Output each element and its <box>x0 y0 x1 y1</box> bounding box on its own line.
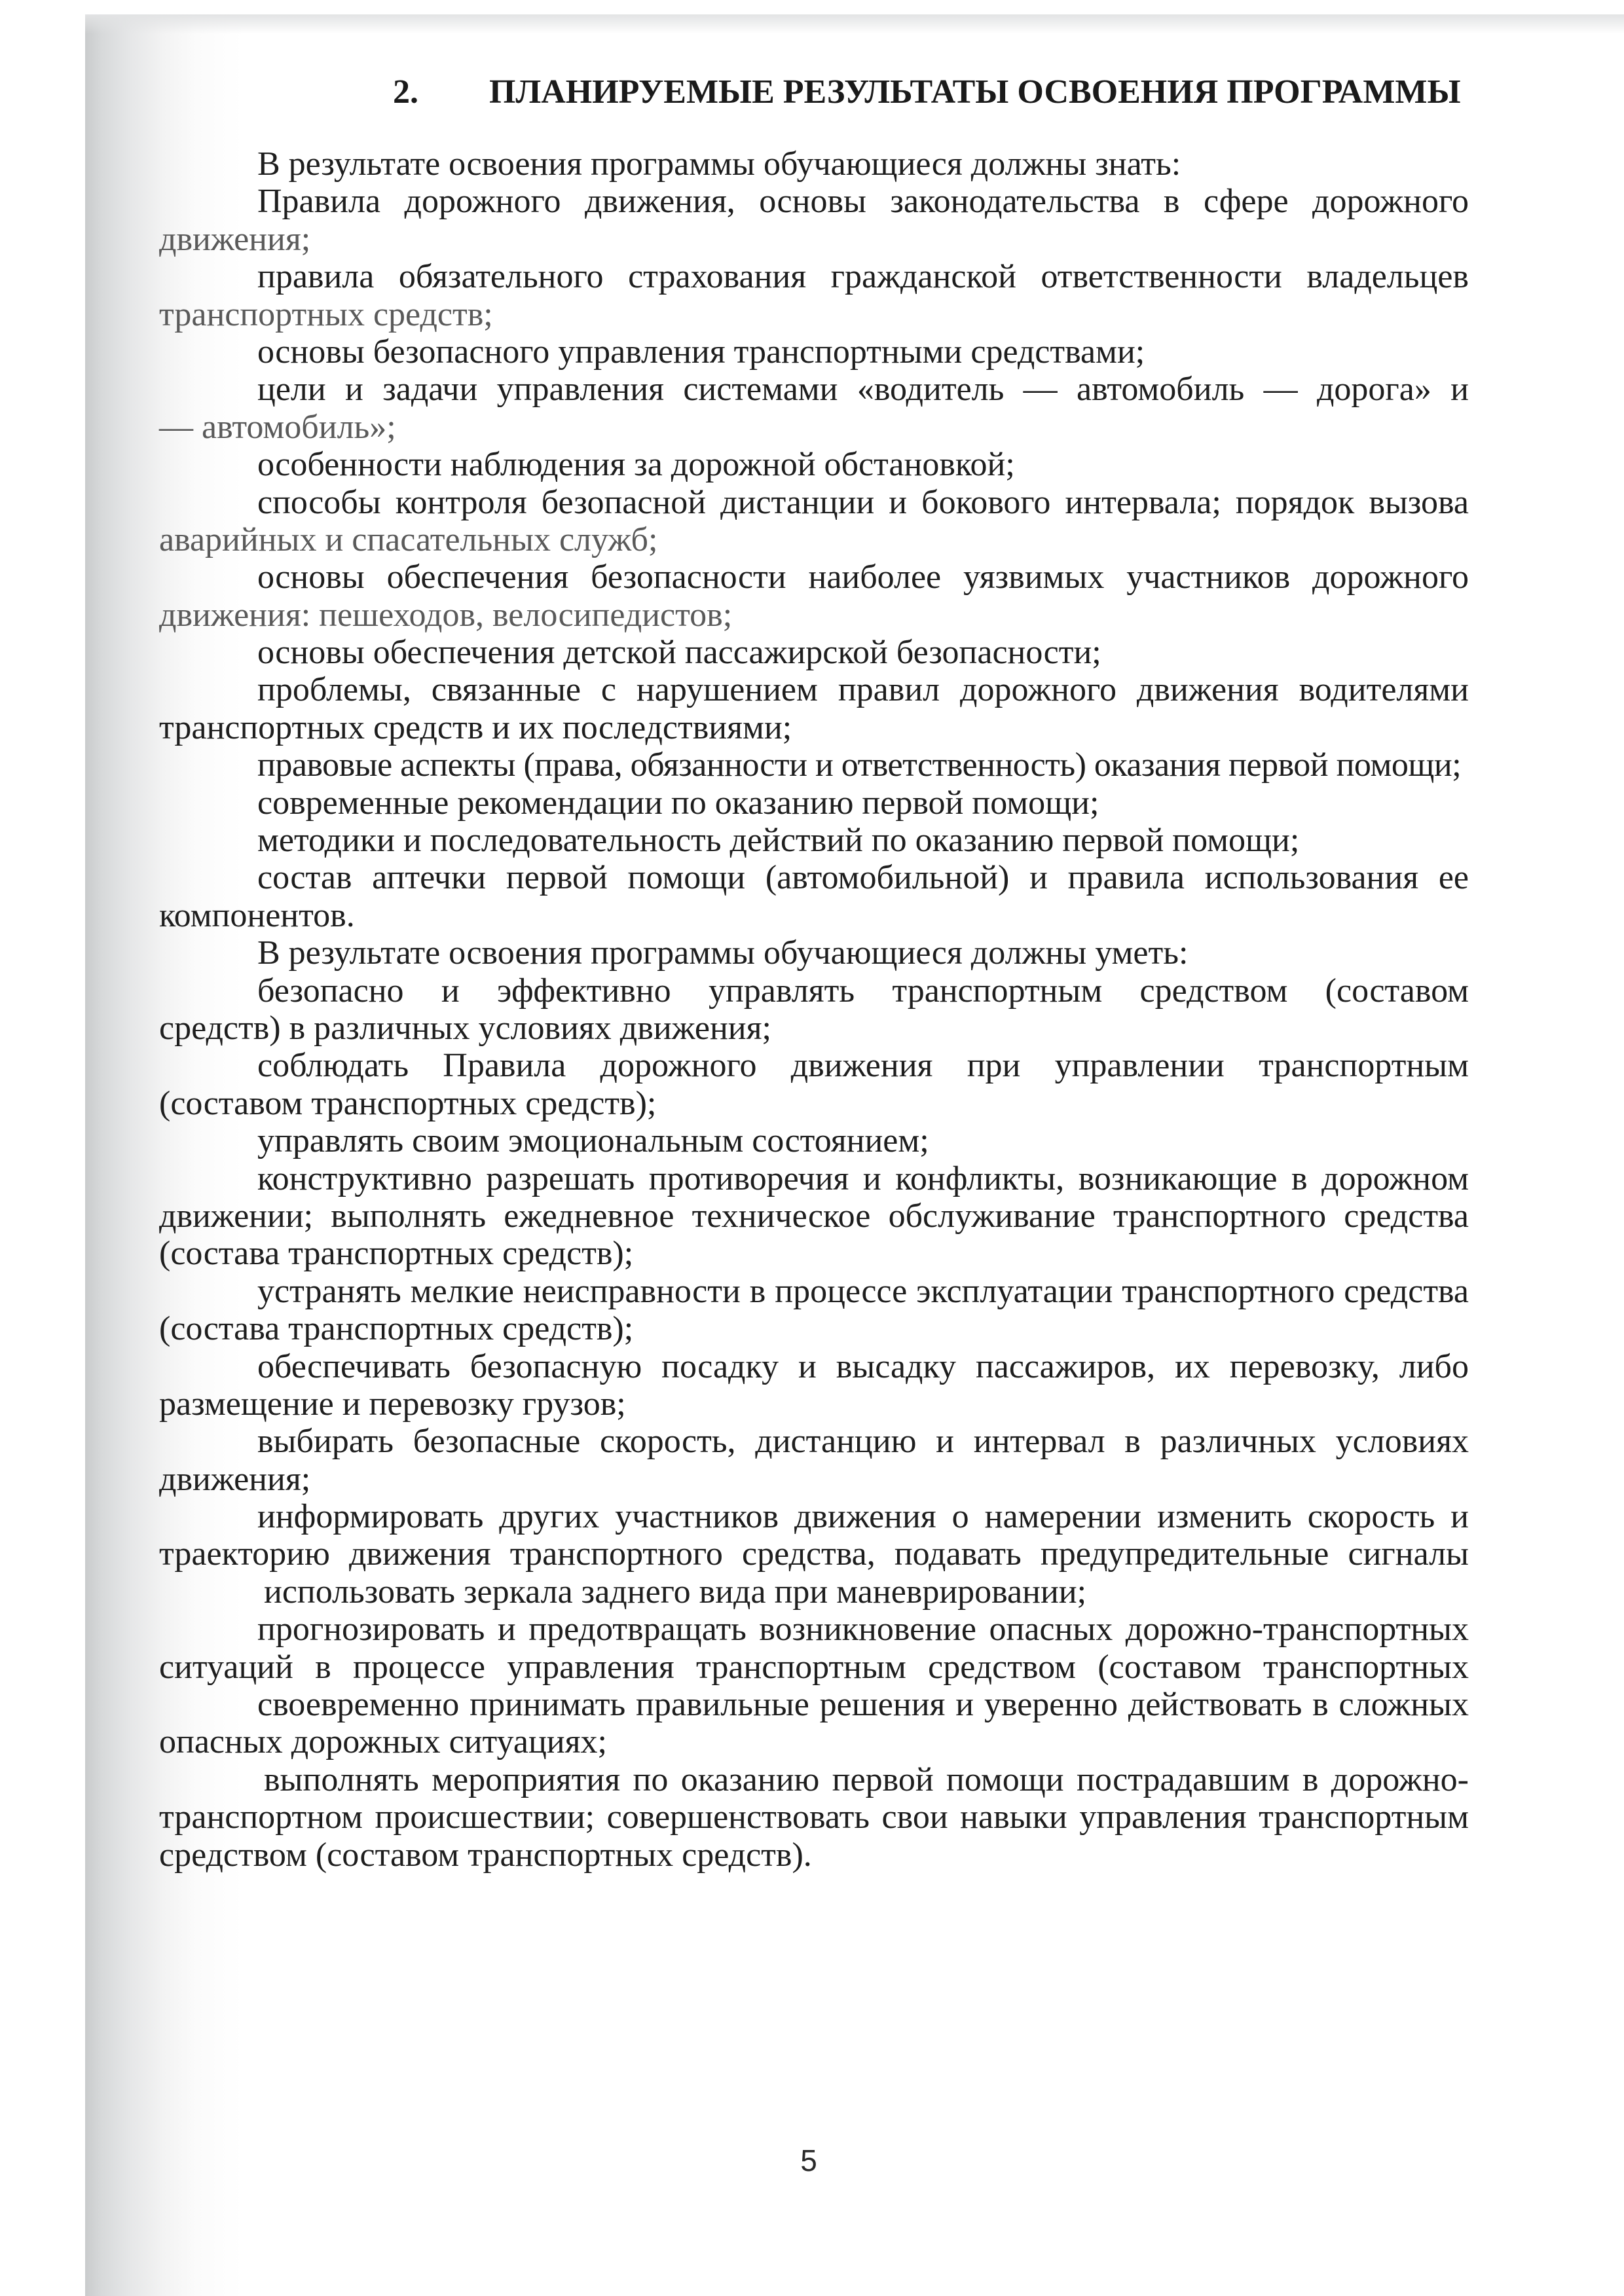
text-line: использовать зеркала заднего вида при маневрировании; <box>264 1573 1087 1611</box>
text-line: движения; <box>159 1460 311 1498</box>
text-line: основы обеспечения детской пассажирской безопасности; <box>257 634 1101 672</box>
text-line: методики и последовательность действий по оказанию первой помощи; <box>257 822 1300 860</box>
text-line: — автомобиль»; <box>159 408 396 446</box>
text-line: способы контроля безопасной дистанции и бокового интервала; порядок вызова <box>257 483 1469 521</box>
text-line: соблюдать Правила дорожного движения при управлении транспортным <box>257 1047 1469 1085</box>
text-line: транспортных средств; <box>159 295 493 333</box>
text-line: состав аптечки первой помощи (автомобильной) и правила использования ее <box>257 859 1469 897</box>
text-line: цели и задачи управления системами «водитель — автомобиль — дорога» и <box>257 371 1469 409</box>
text-line: современные рекомендации по оказанию первой помощи; <box>257 784 1099 822</box>
text-line: прогнозировать и предотвращать возникновение опасных дорожно-транспортных <box>257 1611 1469 1649</box>
text-line: основы безопасного управления транспортными средствами; <box>257 333 1145 371</box>
text-line: выполнять мероприятия по оказанию первой помощи пострадавшим в дорожно- <box>264 1760 1469 1798</box>
text-line: ситуаций в процессе управления транспортным средством (составом транспортных <box>159 1648 1469 1686</box>
text-line: Правила дорожного движения, основы законодательства в сфере дорожного <box>257 183 1469 221</box>
text-line: движения: пешеходов, велосипедистов; <box>159 596 733 634</box>
section-title: ПЛАНИРУЕМЫЕ РЕЗУЛЬТАТЫ ОСВОЕНИЯ ПРОГРАММЫ <box>489 73 1461 111</box>
text-line: размещение и перевозку грузов; <box>159 1385 626 1423</box>
text-line: аварийных и спасательных служб; <box>159 520 658 558</box>
text-line: транспортном происшествии; совершенствовать свои навыки управления транспортным <box>159 1798 1469 1836</box>
text-line: правовые аспекты (права, обязанности и ответственность) оказания первой помощи; <box>257 746 1462 784</box>
text-line: средством (составом транспортных средств). <box>159 1836 812 1874</box>
text-line: В результате освоения программы обучающиеся должны уметь: <box>257 934 1189 972</box>
text-line: устранять мелкие неисправности в процессе эксплуатации транспортного средства <box>257 1272 1469 1310</box>
text-line: компонентов. <box>159 896 355 934</box>
text-line: (состава транспортных средств); <box>159 1235 634 1273</box>
text-line: движении; выполнять ежедневное техническое обслуживание транспортного средства <box>159 1197 1469 1235</box>
text-line: (состава транспортных средств); <box>159 1310 634 1348</box>
text-line: особенности наблюдения за дорожной обстановкой; <box>257 446 1015 484</box>
text-line: правила обязательного страхования гражданской ответственности владельцев <box>257 258 1469 296</box>
text-line: конструктивно разрешать противоречия и конфликты, возникающие в дорожном <box>257 1159 1469 1197</box>
text-line: движения; <box>159 220 311 258</box>
text-line: безопасно и эффективно управлять транспортным средством (составом <box>257 972 1469 1010</box>
text-line: опасных дорожных ситуациях; <box>159 1723 607 1761</box>
text-line: управлять своим эмоциональным состоянием; <box>257 1122 929 1160</box>
text-line: (составом транспортных средств); <box>159 1084 657 1122</box>
text-line: обеспечивать безопасную посадку и высадку пассажиров, их перевозку, либо <box>257 1347 1469 1385</box>
document-body <box>159 145 1469 1874</box>
text-line: траекторию движения транспортного средства, подавать предупредительные сигналы <box>159 1535 1469 1573</box>
text-line: основы обеспечения безопасности наиболее уязвимых участников дорожного <box>257 558 1469 596</box>
text-line: своевременно принимать правильные решения и уверенно действовать в сложных <box>257 1686 1469 1724</box>
text-line: выбирать безопасные скорость, дистанцию и интервал в различных условиях <box>257 1423 1469 1461</box>
page-number: 5 <box>800 2143 817 2178</box>
text-line: средств) в различных условиях движения; <box>159 1009 771 1047</box>
text-line: В результате освоения программы обучающиеся должны знать: <box>257 145 1181 183</box>
section-number: 2. <box>393 73 418 111</box>
text-line: транспортных средств и их последствиями; <box>159 708 792 746</box>
text-line: информировать других участников движения о намерении изменить скорость и <box>257 1498 1469 1536</box>
section-heading <box>393 73 1506 111</box>
text-line: проблемы, связанные с нарушением правил дорожного движения водителями <box>257 671 1469 709</box>
